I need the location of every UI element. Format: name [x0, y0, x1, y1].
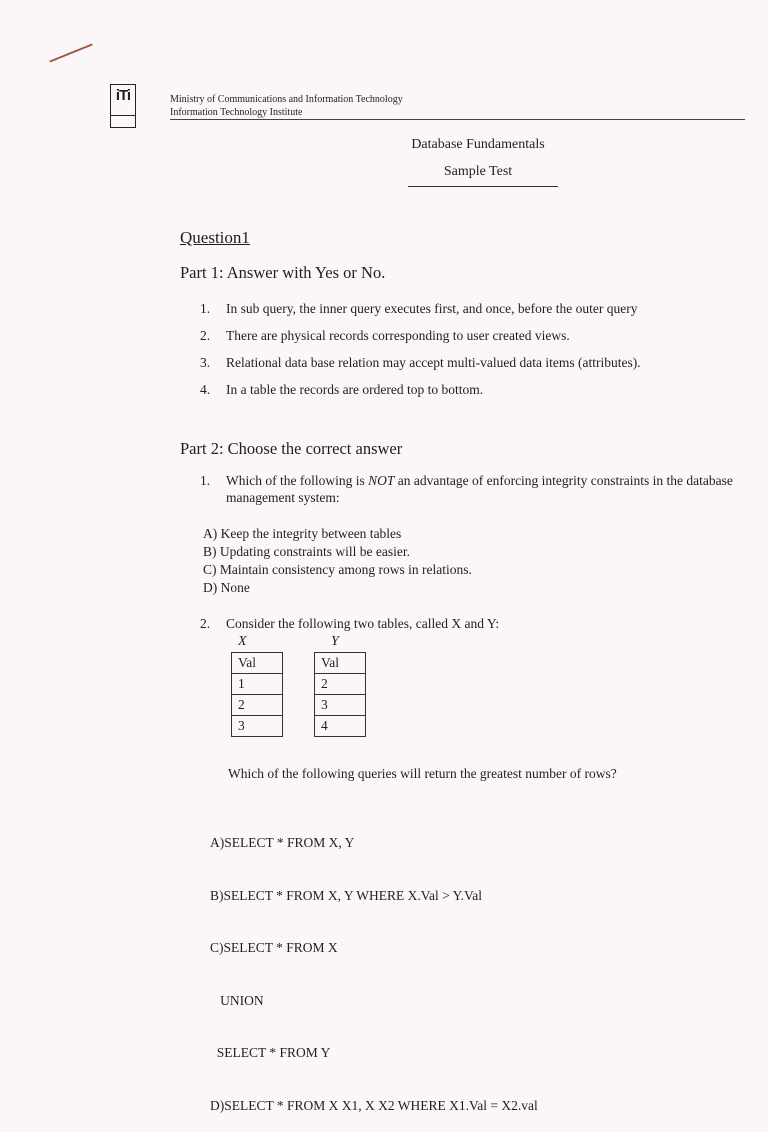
table-x-name: X — [238, 634, 247, 649]
option-c-union: UNION — [210, 992, 264, 1008]
part1-item: 2. There are physical records corresponding to user created views. — [200, 328, 570, 343]
option-a: A)SELECT * FROM X, Y — [210, 835, 355, 850]
title-underline — [408, 186, 558, 187]
sql-options — [210, 799, 538, 1132]
table-y-name: Y — [331, 634, 339, 649]
part1-item: 1. In sub query, the inner query executes first, and once, before the outer query — [200, 301, 638, 316]
table-cell: Val — [315, 653, 366, 674]
part2-heading: Part 2: Choose the correct answer — [180, 439, 403, 458]
choice-c: C) Maintain consistency among rows in relations. — [203, 562, 472, 577]
institute-name: Information Technology Institute — [170, 107, 303, 118]
table-cell: 1 — [232, 674, 283, 695]
pen-mark — [49, 43, 92, 62]
part2-question-2-prompt: Which of the following queries will return the greatest number of rows? — [228, 766, 617, 781]
part1-heading: Part 1: Answer with Yes or No. — [180, 263, 386, 282]
logo-text: iTi — [115, 87, 131, 104]
table-cell: 3 — [315, 695, 366, 716]
table-cell: 3 — [232, 716, 283, 737]
choice-b: B) Updating constraints will be easier. — [203, 544, 410, 559]
part2-question-2: 2. Consider the following two tables, called X and Y: — [200, 616, 500, 631]
part2-question-1: 1. Which of the following is NOT an advantage of enforcing integrity constraints in the database management system: — [200, 473, 733, 505]
option-b: B)SELECT * FROM X, Y WHERE X.Val > Y.Val — [210, 887, 482, 903]
table-x — [231, 652, 283, 737]
test-subtitle: Sample Test — [443, 164, 513, 179]
option-c-second-select: SELECT * FROM Y — [210, 1045, 331, 1060]
table-y — [314, 652, 366, 737]
option-c: C)SELECT * FROM X — [210, 940, 338, 955]
question-label: Question1 — [180, 228, 250, 247]
table-cell: 2 — [232, 695, 283, 716]
letterhead — [170, 93, 403, 119]
header-divider — [170, 119, 745, 120]
choice-a: A) Keep the integrity between tables — [203, 526, 402, 541]
choice-list — [203, 525, 472, 597]
choice-d: D) None — [203, 580, 250, 595]
emphasis-not: NOT — [368, 473, 395, 488]
iti-logo — [110, 84, 136, 128]
option-d: D)SELECT * FROM X X1, X X2 WHERE X1.Val = X2.val — [210, 1097, 538, 1113]
table-cell: Val — [232, 653, 283, 674]
table-cell: 4 — [315, 716, 366, 737]
ministry-name: Ministry of Communications and Information Technology — [170, 94, 403, 105]
table-cell: 2 — [315, 674, 366, 695]
part1-item: 4. In a table the records are ordered top to bottom. — [200, 382, 484, 397]
course-title: Database Fundamentals — [411, 137, 545, 152]
part1-item: 3. Relational data base relation may accept multi-valued data items (attributes). — [200, 355, 641, 370]
